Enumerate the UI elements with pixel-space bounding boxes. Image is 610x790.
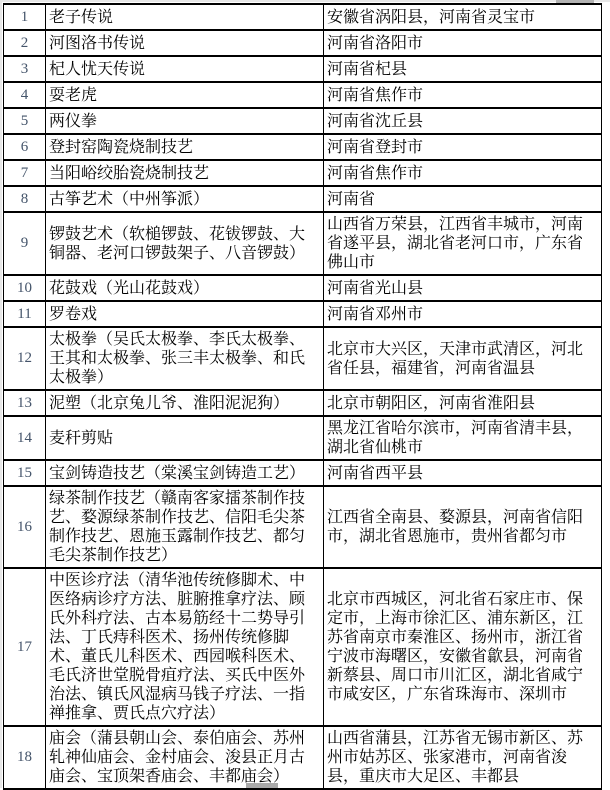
item-name-cell: 当阳峪绞胎瓷烧制技艺 (46, 160, 324, 186)
row-number-cell: 13 (4, 390, 46, 416)
regions-cell: 河南省杞县 (324, 56, 602, 82)
table-row (4, 390, 602, 416)
row-number-cell: 17 (4, 568, 46, 726)
item-name-cell: 老子传说 (46, 4, 324, 30)
regions-cell: 河南省西平县 (324, 460, 602, 486)
regions-cell: 河南省光山县 (324, 275, 602, 301)
table-row (4, 134, 602, 160)
row-number-cell: 1 (4, 4, 46, 30)
row-number-cell: 10 (4, 275, 46, 301)
regions-cell: 河南省 (324, 186, 602, 212)
row-number-cell: 11 (4, 301, 46, 327)
table-row (4, 416, 602, 460)
table-row (4, 186, 602, 212)
row-number-cell: 7 (4, 160, 46, 186)
table-row (4, 30, 602, 56)
regions-cell: 北京市西城区，河北省石家庄市、保定市，上海市徐汇区、浦东新区，江苏省南京市秦淮区、扬州市，浙江省宁波市海曙区，安徽省歙县，河南省新蔡县、周口市川汇区，湖北省咸宁市咸安区，广东省珠海市、深圳市 (324, 568, 602, 726)
item-name-cell: 宝剑铸造技艺（棠溪宝剑铸造工艺） (46, 460, 324, 486)
table-row (4, 726, 602, 789)
row-number-cell: 3 (4, 56, 46, 82)
item-name-cell: 河图洛书传说 (46, 30, 324, 56)
item-name-cell: 罗卷戏 (46, 301, 324, 327)
table-row (4, 327, 602, 390)
item-name-cell: 杞人忧天传说 (46, 56, 324, 82)
regions-cell: 河南省沈丘县 (324, 108, 602, 134)
table-row (4, 4, 602, 30)
row-number-cell: 4 (4, 82, 46, 108)
item-name-cell: 登封窑陶瓷烧制技艺 (46, 134, 324, 160)
row-number-cell: 15 (4, 460, 46, 486)
table-row (4, 82, 602, 108)
page-edge-left (0, 0, 2, 788)
regions-cell: 安徽省涡阳县，河南省灵宝市 (324, 4, 602, 30)
item-name-cell: 古筝艺术（中州筝派） (46, 186, 324, 212)
item-name-cell: 绿茶制作技艺（赣南客家擂茶制作技艺、婺源绿茶制作技艺、信阳毛尖茶制作技艺、恩施玉露制作技艺、都匀毛尖茶制作技艺） (46, 486, 324, 568)
row-number-cell: 18 (4, 726, 46, 789)
table-row (4, 108, 602, 134)
item-name-cell: 庙会（蒲县朝山会、泰伯庙会、苏州轧神仙庙会、金村庙会、浚县正月古庙会、宝顶架香庙会、丰都庙会） (46, 726, 324, 789)
regions-cell: 河南省登封市 (324, 134, 602, 160)
item-name-cell: 中医诊疗法（清华池传统修脚术、中医络病诊疗方法、脏腑推拿疗法、顾氏外科疗法、古本易筋经十二势导引法、丁氏痔科医术、扬州传统修脚术、董氏儿科医术、西园喉科医术、毛氏济世堂脱骨疽疗法、买氏中医外治法、镇氏风湿病马钱子疗法、一指禅推拿、贾氏点穴疗法） (46, 568, 324, 726)
regions-cell: 河南省焦作市 (324, 82, 602, 108)
item-name-cell: 太极拳（吴氏太极拳、李氏太极拳、王其和太极拳、张三丰太极拳、和氏太极拳） (46, 327, 324, 390)
row-number-cell: 14 (4, 416, 46, 460)
table-row (4, 486, 602, 568)
table-row (4, 212, 602, 275)
item-name-cell: 麦秆剪贴 (46, 416, 324, 460)
regions-cell: 河南省焦作市 (324, 160, 602, 186)
table-row (4, 301, 602, 327)
table-row (4, 460, 602, 486)
table-row (4, 275, 602, 301)
item-name-cell: 花鼓戏（光山花鼓戏） (46, 275, 324, 301)
regions-cell: 河南省邓州市 (324, 301, 602, 327)
heritage-table-body (4, 4, 602, 789)
item-name-cell: 锣鼓艺术（软槌锣鼓、花钹锣鼓、大铜器、老河口锣鼓架子、八音锣鼓） (46, 212, 324, 275)
regions-cell: 河南省洛阳市 (324, 30, 602, 56)
table-row (4, 56, 602, 82)
heritage-table (3, 3, 602, 790)
item-name-cell: 耍老虎 (46, 82, 324, 108)
row-number-cell: 12 (4, 327, 46, 390)
row-number-cell: 2 (4, 30, 46, 56)
item-name-cell: 两仪拳 (46, 108, 324, 134)
row-number-cell: 16 (4, 486, 46, 568)
regions-cell: 北京市大兴区，天津市武清区，河北省任县，福建省，河南省温县 (324, 327, 602, 390)
row-number-cell: 9 (4, 212, 46, 275)
item-name-cell: 泥塑（北京兔儿爷、淮阳泥泥狗） (46, 390, 324, 416)
row-number-cell: 8 (4, 186, 46, 212)
regions-cell: 山西省蒲县，江苏省无锡市新区、苏州市姑苏区、张家港市，河南省浚县，重庆市大足区、丰都县 (324, 726, 602, 789)
row-number-cell: 6 (4, 134, 46, 160)
page-edge-top (0, 0, 610, 2)
regions-cell: 北京市朝阳区，河南省淮阳县 (324, 390, 602, 416)
table-row (4, 160, 602, 186)
table-row (4, 568, 602, 726)
regions-cell: 江西省全南县、婺源县，河南省信阳市，湖北省恩施市，贵州省都匀市 (324, 486, 602, 568)
regions-cell: 山西省万荣县，江西省丰城市，河南省遂平县，湖北省老河口市，广东省佛山市 (324, 212, 602, 275)
row-number-cell: 5 (4, 108, 46, 134)
regions-cell: 黑龙江省哈尔滨市，河南省清丰县，湖北省仙桃市 (324, 416, 602, 460)
